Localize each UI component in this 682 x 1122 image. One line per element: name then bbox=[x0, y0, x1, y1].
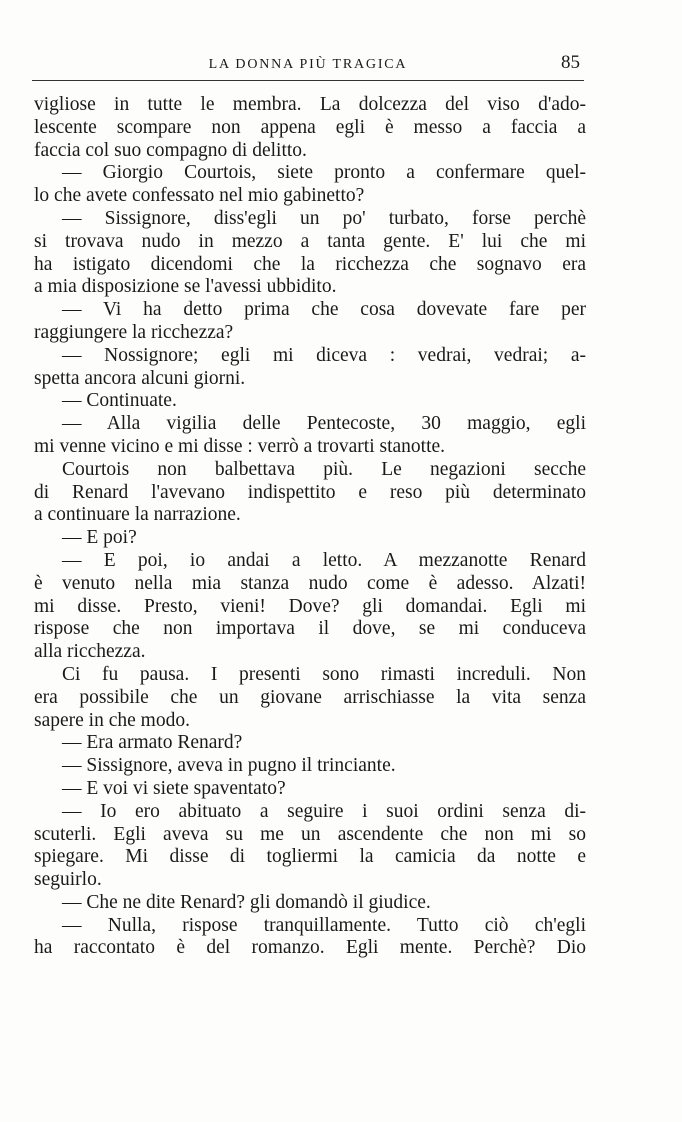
text-line: — Alla vigilia delle Pentecoste, 30 maggio, egli bbox=[62, 413, 586, 435]
text-line: si trovava nudo in mezzo a tanta gente. E' lui che mi bbox=[34, 230, 586, 252]
text-line: mi disse. Presto, vieni! Dove? gli domandai. Egli mi bbox=[34, 595, 586, 617]
text-line: di Renard l'avevano indispettito e reso più determinato bbox=[34, 481, 586, 503]
text-line: — Nulla, rispose tranquillamente. Tutto ciò ch'egli bbox=[62, 914, 586, 936]
text-line: — Sissignore, aveva in pugno il trinciante. bbox=[62, 755, 396, 777]
text-line: — E poi? bbox=[62, 527, 137, 549]
text-line: — Nossignore; egli mi diceva : vedrai, vedrai; a- bbox=[62, 344, 586, 366]
text-line: era possibile che un giovane arrischiasse la vita senza bbox=[34, 686, 586, 708]
text-line: rispose che non importava il dove, se mi conduceva bbox=[34, 618, 586, 640]
text-line: a continuare la narrazione. bbox=[34, 504, 241, 526]
text-line: — Giorgio Courtois, siete pronto a confermare quel- bbox=[62, 162, 586, 184]
text-line: è venuto nella mia stanza nudo come è adesso. Alzati! bbox=[34, 572, 586, 594]
running-title: LA DONNA PIÙ TRAGICA bbox=[208, 57, 408, 72]
text-line: Ci fu pausa. I presenti sono rimasti increduli. Non bbox=[62, 663, 586, 685]
text-line: Courtois non balbettava più. Le negazioni secche bbox=[62, 458, 586, 480]
text-line: — E poi, io andai a letto. A mezzanotte Renard bbox=[62, 549, 586, 571]
running-head bbox=[34, 52, 582, 78]
text-line: a mia disposizione se l'avessi ubbidito. bbox=[34, 276, 337, 298]
text-line: — Era armato Renard? bbox=[62, 732, 243, 754]
header-rule bbox=[32, 80, 584, 81]
text-line: spetta ancora alcuni giorni. bbox=[34, 367, 246, 389]
text-line: spiegare. Mi disse di togliermi la camicia da notte e bbox=[34, 846, 586, 868]
text-line: — Vi ha detto prima che cosa dovevate fare per bbox=[62, 299, 586, 321]
text-line: — Che ne dite Renard? gli domandò il giudice. bbox=[62, 891, 431, 913]
text-line: seguirlo. bbox=[34, 869, 102, 891]
text-line: scuterli. Egli aveva su me un ascendente che non mi so bbox=[34, 823, 586, 845]
text-line: raggiungere la ricchezza? bbox=[34, 321, 234, 343]
text-line: sapere in che modo. bbox=[34, 709, 190, 731]
text-line: — Continuate. bbox=[62, 390, 177, 412]
body-text bbox=[34, 94, 586, 960]
text-line: ha raccontato è del romanzo. Egli mente. Perchè? Dio bbox=[34, 937, 586, 959]
text-line: alla ricchezza. bbox=[34, 641, 146, 663]
text-line: lo che avete confessato nel mio gabinetto? bbox=[34, 185, 365, 207]
text-line: vigliose in tutte le membra. La dolcezza del viso d'ado- bbox=[34, 94, 586, 115]
text-line: ha istigato dicendomi che la ricchezza che sognavo era bbox=[34, 253, 586, 275]
text-line: faccia col suo compagno di delitto. bbox=[34, 139, 307, 161]
text-line: — Sissignore, diss'egli un po' turbato, forse perchè bbox=[62, 207, 586, 229]
text-line: — Io ero abituato a seguire i suoi ordini senza di- bbox=[62, 800, 586, 822]
text-line: lescente scompare non appena egli è messo a faccia a bbox=[34, 116, 586, 138]
text-line: mi venne vicino e mi disse : verrò a trovarti stanotte. bbox=[34, 435, 446, 457]
page-number: 85 bbox=[561, 52, 580, 73]
text-line: — E voi vi siete spaventato? bbox=[62, 777, 286, 799]
